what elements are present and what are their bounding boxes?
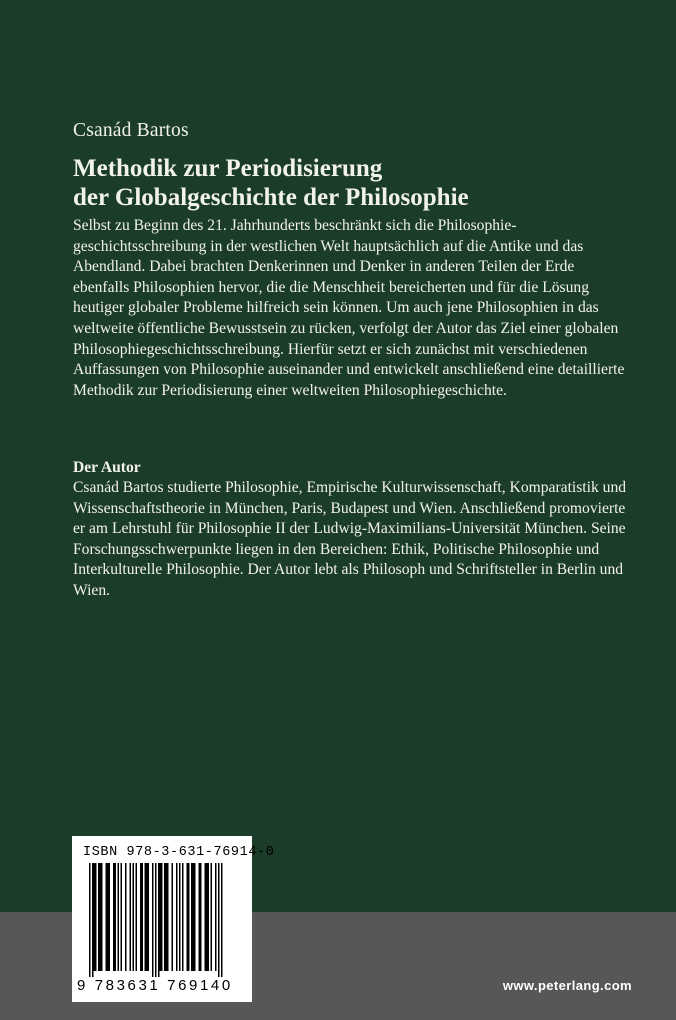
barcode-bar [94, 863, 97, 971]
title-line-1: Methodik zur Periodisierung [73, 155, 383, 182]
author-bio-heading: Der Autor [73, 459, 141, 476]
barcode-bar [136, 863, 138, 971]
barcode-bar [152, 863, 154, 977]
barcode-bar [218, 863, 220, 977]
book-title [73, 154, 633, 212]
barcode-bar [179, 863, 181, 971]
barcode-bar [172, 863, 174, 971]
barcode-bar [125, 863, 127, 971]
author-name: Csanád Bartos [73, 120, 189, 141]
publisher-website[interactable]: www.peterlang.com [502, 978, 632, 993]
barcode-bar [215, 863, 217, 971]
barcode-bar [187, 863, 190, 971]
barcode-bar [89, 863, 91, 977]
barcode-digits: 9 783631 769140 [77, 977, 233, 994]
isbn-label: ISBN 978-3-631-76914-0 [83, 845, 275, 860]
title-line-2: der Globalgeschichte der Philosophie [73, 184, 469, 211]
barcode-bar [130, 863, 132, 971]
barcode-bar [182, 863, 184, 971]
barcode-bar [205, 863, 210, 971]
book-blurb: Selbst zu Beginn des 21. Jahrhunderts beschränkt sich die Philosophiegeschichtsschreibung in der westlichen Welt hauptsächlich auf die Antike und das Abendland. Dabei brachten Denkerinnen und Denker in anderen Teilen der Erde ebenfalls Philosophien hervor, die die Menschheit bereicherten und für die Lösung heutiger globaler Probleme hilfreich sein können. Um auch jene Philosophien in das weltweite öffentliche Bewusstsein zu rücken, verfolgt der Autor das Ziel einer globalen Philosophiegeschichtsschreibung. Hierfür setzt er sich zunächst mit verschiedenen Auffassungen von Philosophie auseinander und entwickelt anschließend eine detaillierte Methodik zur Periodisierung einer weltweiten Philosophiegeschichte. [73, 217, 625, 399]
barcode-bars [75, 863, 249, 977]
barcode-bar [118, 863, 120, 971]
barcode-bar [191, 863, 196, 971]
barcode-bar [140, 863, 143, 971]
barcode-bar [92, 863, 94, 977]
barcode-bar [164, 863, 169, 971]
barcode-bar [199, 863, 202, 971]
barcode-bar [98, 863, 103, 971]
barcode-bar [145, 863, 150, 971]
barcode-bar [155, 863, 157, 977]
barcode-bar [121, 863, 123, 971]
barcode-bar [133, 863, 135, 971]
barcode-bar [221, 863, 223, 977]
author-bio: Csanád Bartos studierte Philosophie, Empirische Kulturwissenschaft, Komparatistik und Wissenschaftstheorie in München, Paris, Budapest und Wien. Anschließend promovierte er am Lehrstuhl für Philosophie II der Ludwig-Maximilians-Universität München. Seine Forschungsschwerpunkte liegen in den Bereichen: Ethik, Politische Philosophie und Interkulturelle Philosophie. Der Autor lebt als Philosoph und Schriftsteller in Berlin und Wien. [73, 479, 627, 599]
barcode-bar [113, 863, 116, 971]
barcode-bar [211, 863, 213, 971]
barcode-bar [176, 863, 178, 971]
isbn-barcode [72, 836, 275, 1002]
barcode-bar [158, 863, 160, 977]
barcode-bar [160, 863, 163, 971]
barcode-bar [106, 863, 111, 971]
